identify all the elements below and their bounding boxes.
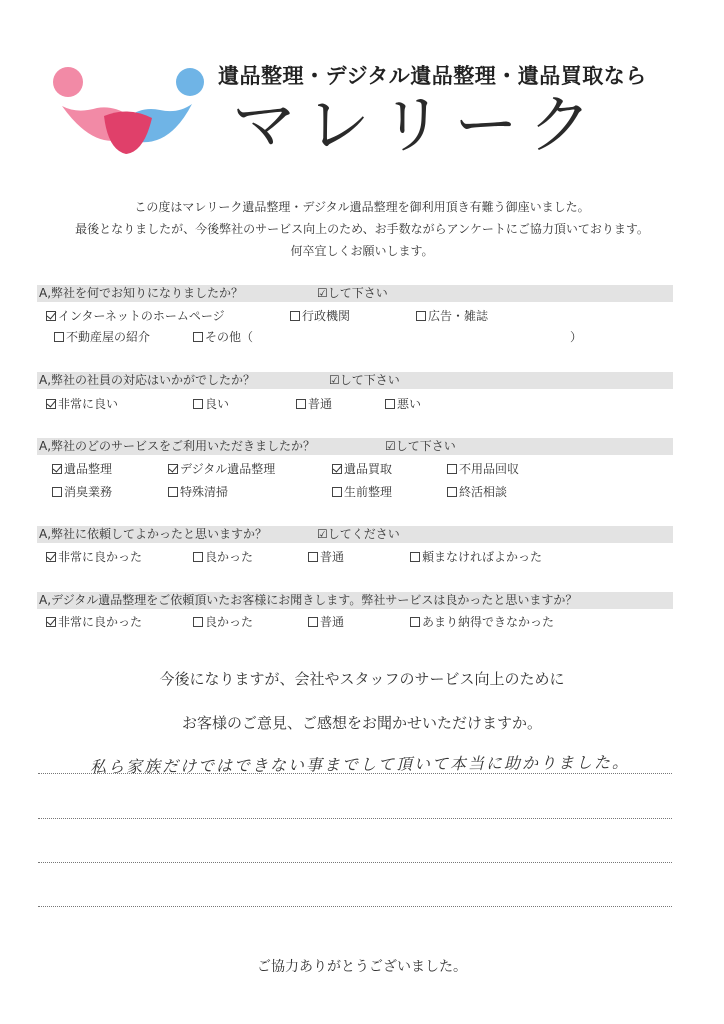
q2-option-normal[interactable] [296, 396, 332, 412]
checkbox-checked[interactable] [46, 617, 56, 627]
option-label: インターネットのホームページ [58, 309, 225, 323]
q3-option-ihin-seiri[interactable] [52, 461, 112, 477]
checkbox[interactable] [193, 617, 203, 627]
checkbox-checked[interactable] [52, 464, 62, 474]
checkbox[interactable] [193, 332, 203, 342]
brand-logo [42, 62, 214, 162]
option-label: 良い [205, 397, 230, 411]
q4-option-very-good[interactable] [46, 549, 142, 565]
comment-line-3 [38, 862, 672, 863]
option-label: 良かった [205, 615, 254, 629]
checkbox[interactable] [332, 487, 342, 497]
question-1-bar [37, 285, 673, 302]
option-label: デジタル遺品整理 [180, 462, 276, 476]
q4-option-normal[interactable] [308, 549, 344, 565]
q3-option-shoushu[interactable] [52, 484, 112, 500]
question-3-text: A,弊社のどのサービスをご利用いただきましたか？ [39, 439, 316, 453]
q1-option-realestate[interactable] [54, 329, 150, 345]
q3-option-tokushu[interactable] [168, 484, 228, 500]
checkbox[interactable] [308, 552, 318, 562]
q3-option-kaitori[interactable] [332, 461, 392, 477]
logo-pink-circle [53, 67, 83, 97]
checkbox[interactable] [54, 332, 64, 342]
question-1-text: A,弊社を何でお知りになりましたか？ [39, 286, 244, 300]
q3-option-fuyouhin[interactable] [447, 461, 519, 477]
checkbox-checked[interactable] [46, 399, 56, 409]
logo-red-heart [104, 111, 152, 154]
question-5-text: A,デジタル遺品整理をご依頼頂いたお客様にお聞きします。弊社サービスは良かったと思いますか？ [39, 593, 578, 607]
checkbox[interactable] [296, 399, 306, 409]
checkbox-checked[interactable] [168, 464, 178, 474]
option-label: 普通 [320, 550, 345, 564]
checkbox[interactable] [168, 487, 178, 497]
q1-option-other[interactable] [193, 329, 253, 345]
q1-option-government[interactable] [290, 308, 350, 324]
checkbox-checked[interactable] [332, 464, 342, 474]
option-label: 生前整理 [344, 485, 393, 499]
option-label: 良かった [205, 550, 254, 564]
intro-text [0, 196, 724, 262]
q5-option-very-good[interactable] [46, 614, 142, 630]
question-4-hint: ☑してください [317, 527, 400, 541]
handwritten-comment: 私ら家族だけではできない事までして頂いて本当に助かりました。 [89, 752, 631, 777]
q5-option-good[interactable] [193, 614, 253, 630]
checkbox-checked[interactable] [46, 311, 56, 321]
question-1-hint: ☑して下さい [317, 286, 388, 300]
question-2-hint: ☑して下さい [329, 373, 400, 387]
question-2-bar [37, 372, 673, 389]
checkbox[interactable] [410, 552, 420, 562]
question-2-text: A,弊社の社員の対応はいかがでしたか？ [39, 373, 256, 387]
option-label: 普通 [320, 615, 345, 629]
option-label: 頼まなければよかった [422, 550, 543, 564]
comment-line-2 [38, 818, 672, 819]
option-label: 不動産屋の紹介 [66, 330, 151, 344]
checkbox[interactable] [52, 487, 62, 497]
option-label: 不用品回収 [459, 462, 520, 476]
checkbox[interactable] [410, 617, 420, 627]
option-label: 終活相談 [459, 485, 508, 499]
closing-line-1: 今後になりますが、会社やスタッフのサービス向上のために [159, 670, 565, 688]
checkbox[interactable] [416, 311, 426, 321]
brand-name: マレリーク [232, 89, 602, 163]
q3-option-shukatsu[interactable] [447, 484, 507, 500]
closing-line-2: お客様のご意見、ご感想をお聞かせいただけますか。 [181, 714, 542, 732]
q2-option-bad[interactable] [385, 396, 421, 412]
option-label: 悪い [397, 397, 422, 411]
q5-option-unsatisfied[interactable] [410, 614, 554, 630]
q3-option-seizen[interactable] [332, 484, 392, 500]
option-label: 非常に良かった [58, 550, 143, 564]
logo-blue-circle [176, 68, 204, 96]
option-label: あまり納得できなかった [422, 615, 555, 629]
option-label: 非常に良い [58, 397, 119, 411]
intro-line-2: 最後となりましたが、今後弊社のサービス向上のため、お手数ながらアンケートにご協力頂いております。 [75, 222, 649, 236]
intro-line-3: 何卒宜しくお願いします。 [290, 244, 434, 258]
q5-option-normal[interactable] [308, 614, 344, 630]
option-label: 遺品整理 [64, 462, 113, 476]
question-3-hint: ☑して下さい [385, 439, 456, 453]
comment-line-4 [38, 906, 672, 907]
checkbox[interactable] [193, 552, 203, 562]
intro-line-1: この度はマレリーク遺品整理・デジタル遺品整理を御利用頂き有難う御座いました。 [134, 200, 590, 214]
q1-option-ads[interactable] [416, 308, 488, 324]
q2-option-very-good[interactable] [46, 396, 118, 412]
option-label: 普通 [308, 397, 333, 411]
q3-option-digital[interactable] [168, 461, 275, 477]
option-label: 非常に良かった [58, 615, 143, 629]
checkbox-checked[interactable] [46, 552, 56, 562]
question-5-bar [37, 592, 673, 609]
q4-option-regret[interactable] [410, 549, 542, 565]
q2-option-good[interactable] [193, 396, 229, 412]
checkbox[interactable] [193, 399, 203, 409]
option-label: 広告・雑誌 [428, 309, 489, 323]
q1-option-internet[interactable] [46, 308, 225, 324]
q1-other-close-paren: ） [570, 330, 583, 344]
comment-line-1 [38, 773, 672, 774]
option-label: 特殊清掃 [180, 485, 229, 499]
option-label: 遺品買取 [344, 462, 393, 476]
checkbox[interactable] [447, 464, 457, 474]
option-label: 行政機関 [302, 309, 351, 323]
checkbox[interactable] [385, 399, 395, 409]
checkbox[interactable] [447, 487, 457, 497]
question-4-text: A,弊社に依頼してよかったと思いますか？ [39, 527, 268, 541]
logo-tagline: 遺品整理・デジタル遺品整理・遺品買取なら [218, 64, 647, 88]
option-label: その他（ [205, 330, 254, 344]
thanks-text: ご協力ありがとうございました。 [257, 959, 467, 975]
question-4-bar [37, 526, 673, 543]
option-label: 消臭業務 [64, 485, 113, 499]
checkbox[interactable] [308, 617, 318, 627]
checkbox[interactable] [290, 311, 300, 321]
question-3-bar [37, 438, 673, 455]
q4-option-good[interactable] [193, 549, 253, 565]
